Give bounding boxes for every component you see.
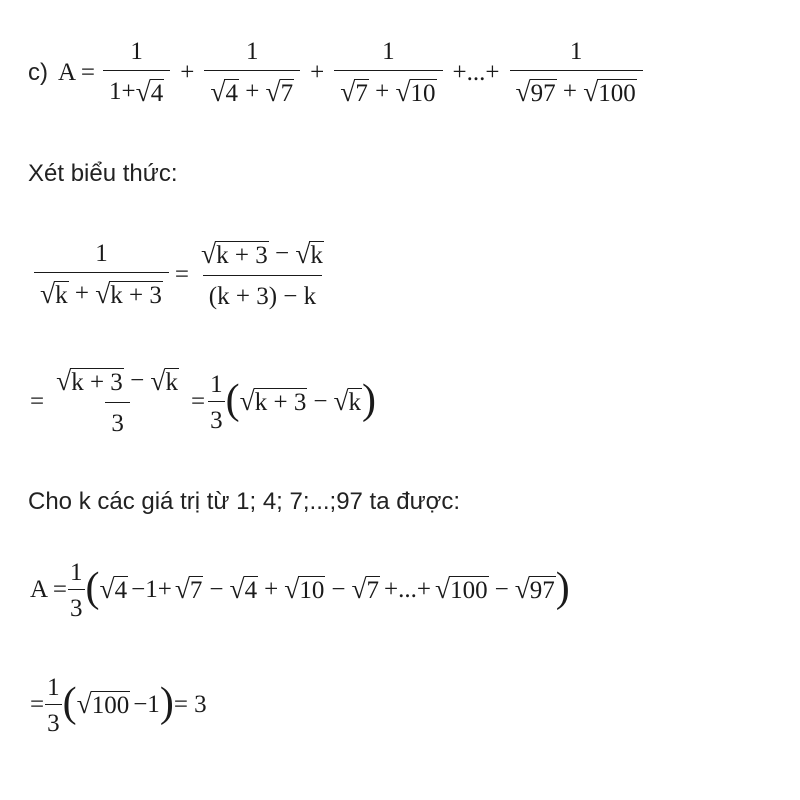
sqrt: √ k xyxy=(295,237,323,269)
sqrt: √ 10 xyxy=(284,572,325,604)
ellipsis: +...+ xyxy=(452,59,500,86)
sqrt: √ 10 xyxy=(395,75,436,107)
ellipsis: +...+ xyxy=(384,576,431,603)
sqrt: √ 97 xyxy=(515,75,556,107)
sqrt: √ k xyxy=(150,364,179,396)
identity-line: 1 √ k + √ k + 3 = √ k + 3 − √ k (k + 3) − k xyxy=(30,225,334,325)
coefficient-fraction: $\frac{1}{3}$ xyxy=(210,370,223,434)
text-cho-k: Cho k các giá trị từ 1; 4; 7;...;97 ta được: xyxy=(28,488,461,515)
sqrt: √ 4 xyxy=(99,572,128,604)
term-fraction-1: 1 1+ √ 4 xyxy=(103,39,170,107)
part-label: c) xyxy=(28,59,48,86)
sqrt: √ k + 3 xyxy=(56,364,123,396)
sum-lhs: A = xyxy=(30,576,68,603)
sqrt: √ 7 xyxy=(340,75,368,107)
sqrt: √ k + 3 xyxy=(201,237,268,269)
coefficient-fraction: $\frac{1}{3}$ xyxy=(47,673,60,737)
sqrt: √ k xyxy=(40,277,68,309)
term-fraction-3: 1 √ 7 + √ 10 xyxy=(334,39,442,107)
sqrt: √ 4 xyxy=(229,572,258,604)
sqrt: √ 100 xyxy=(434,572,488,604)
expression-a-line: c) A = 1 1+ √ 4 + 1 √ 4 + √ 7 + 1 √ 7 + √ 10 +...+ 1 √ 97 + √ 100 xyxy=(28,30,647,116)
sqrt: √ 100 xyxy=(76,687,130,719)
final-result: = 3 xyxy=(173,691,207,718)
sqrt: √ 97 xyxy=(514,572,555,604)
term-fraction-last: 1 √ 97 + √ 100 xyxy=(510,39,643,107)
final-line: = $\frac{1}{3}$ ( √ 100 −1 ) = 3 xyxy=(30,673,207,737)
sqrt: √ 4 xyxy=(135,75,164,107)
expression-lhs: A = xyxy=(58,59,96,86)
sqrt: √ k xyxy=(333,384,362,416)
identity-rhs-fraction: √ k + 3 − √ k (k + 3) − k xyxy=(201,237,323,311)
identity-line-2: = √ k + 3 − √ k 3 = $\frac{1}{3}$ ( √ k + 3 − √ k ) xyxy=(30,364,377,438)
sqrt: √ k + 3 xyxy=(95,277,162,309)
text-xet-bieu-thuc: Xét biểu thức: xyxy=(28,160,178,187)
sum-line: A = $\frac{1}{3}$ ( √ 4 −1+ √ 7 − √ 4 + √ 10 − √ 7 +...+ √ 100 − √ 97 ) xyxy=(30,558,570,622)
sqrt: √ 7 xyxy=(174,572,203,604)
term-fraction-2: 1 √ 4 + √ 7 xyxy=(204,39,300,107)
identity2-fraction: √ k + 3 − √ k 3 xyxy=(56,364,179,438)
sqrt: √ 4 xyxy=(210,75,238,107)
sqrt: √ 7 xyxy=(351,572,380,604)
coefficient-fraction: $\frac{1}{3}$ xyxy=(70,558,83,622)
sqrt: √ 100 xyxy=(583,75,636,107)
sqrt: √ 7 xyxy=(265,75,294,107)
sqrt: √ k + 3 xyxy=(239,384,307,416)
identity-lhs-fraction: 1 √ k + √ k + 3 xyxy=(34,241,169,309)
